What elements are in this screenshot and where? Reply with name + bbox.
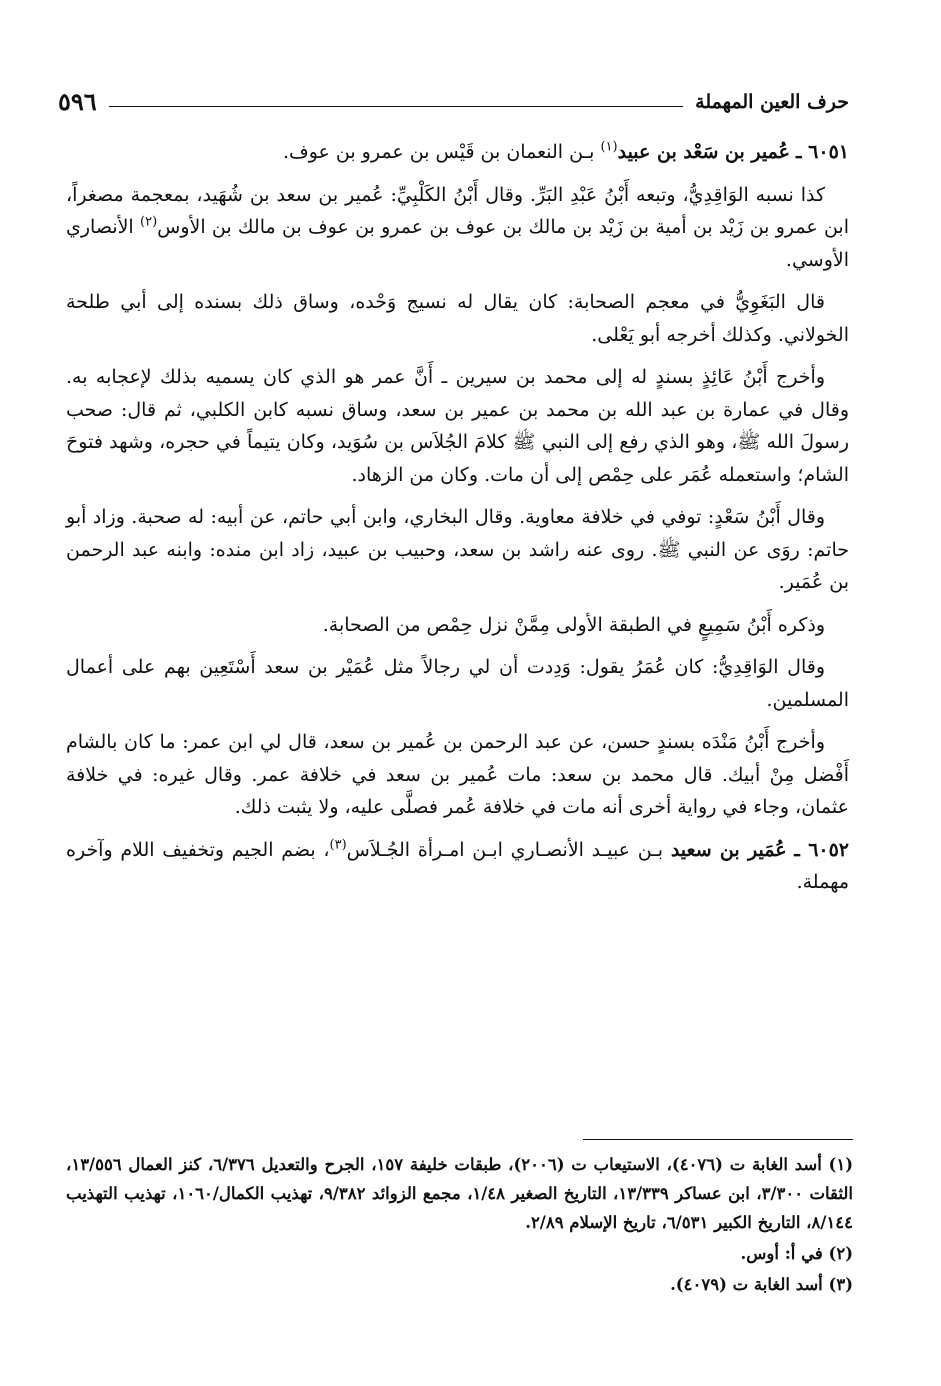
paragraph: وقال الوَاقِدِيُّ: كان عُمَرُ يقول: وَدِدت أن لي رجالاً مثل عُمَيْر بن سعد أَسْتَعِين بهم على أعمال المسلمين.	[66, 656, 849, 711]
entry-6051	[66, 136, 849, 169]
entry-number: ٦٠٥١ ـ	[795, 141, 849, 163]
paragraph-text: الأنصاري الأوسي.	[66, 216, 849, 271]
footnote: (١) أسد الغابة ت (٤٠٧٦)، الاستيعاب ت (٢٠٠٦)، طبقات خليفة ١٥٧، الجرح والتعديل ٦/٣٧٦، كنز العمال ١٣/٥٥٦، الثقات ٣/٣٠٠، ابن عساكر ١٣/٣٣٩، التاريخ الصغير ١/٤٨، مجمع الزوائد ٩/٣٨٢، تهذيب الكمال/١٠٦٠، تهذيب التهذيب ٨/١٤٤، التاريخ الكبير ٦/٥٣١، تاريخ الإسلام ٢/٨٩.	[66, 1155, 854, 1232]
entry-name: عُمير بن سَعْد بن عبيد	[617, 141, 790, 163]
entry-name: عُمَير بن سعيد	[670, 838, 787, 861]
footnote: (٢) في أ: أوس.	[740, 1244, 853, 1263]
paragraph: قال البَغَوِيُّ في معجم الصحابة: كان يقال له نسيج وَحْده، وساق ذلك بسنده إلى أبي طلحة الخولاني. وكذلك أخرجه أبو يَعْلى.	[66, 291, 849, 346]
paragraph: وذكره أَبْنُ سَمِيعٍ في الطبقة الأولى مِمَّنْ نزل حِمْص من الصحابة.	[322, 613, 825, 636]
footnote-ref: (٢)	[140, 214, 158, 230]
entry-text: بـن النعمان بن قَيْس بن عمرو بن عوف.	[282, 141, 595, 163]
paragraph: وأخرج أَبْنُ عَائِذٍ بسندٍ له إلى محمد بن سيرين ـ أَنَّ عمر هو الذي كان يسميه بذلك لإعجابه به. وقال في عمارة بن عبد الله بن محمد بن عمير بن سعد، وساق نسبه كابن الكلبي، ثم قال: صحب رسولَ الله ﷺ، وهو الذي رفع إلى النبي ﷺ كلامَ الجُلاَس بن سُوَيد، وكان يتيماً في حجره، وشهد فتوحَ الشام؛ واستعمله عُمَر على حِمْص إلى أن مات. وكان من الزهاد.	[66, 366, 849, 486]
header-rule	[109, 106, 683, 107]
entry-number: ٦٠٥٢ ـ	[794, 838, 850, 861]
footnotes	[66, 1150, 853, 1301]
footnote-separator	[583, 1139, 853, 1140]
paragraph: وأخرج أَبْنُ مَنْدَه بسندٍ حسن، عن عبد الرحمن بن عُمير بن سعد، قال لي ابن عمر: ما كان بالشام أَفْضل مِنْ أبيك. قال محمد بن سعد: مات عُمير بن سعد في خلافة عمر. وقال غيره: في خلافة عثمان، وجاء في رواية أخرى أنه مات في خلافة عُمر فصلَّى عليه، ولا يثبت ذلك.	[66, 731, 849, 818]
main-text	[66, 136, 849, 909]
entry-text: ، بضم الجيم وتخفيف اللام وآخره مهملة.	[66, 838, 849, 893]
page-header	[58, 85, 849, 115]
footnote-ref: (١)	[600, 139, 618, 155]
footnote: (٣) أسد الغابة ت (٤٠٧٩).	[670, 1275, 853, 1294]
paragraph: وقال أَبْنُ سَعْدٍ: توفي في خلافة معاوية. وقال البخاري، وابن أبي حاتم، عن أبيه: له صحبة. وزاد أبو حاتم: روَى عن النبي ﷺ. روى عنه راشد بن سعد، وحبيب بن عبيد، زاد ابن منده: وابنه عبد الرحمن بن عُمَير.	[66, 506, 849, 593]
page-number: ٥٩٦	[58, 87, 97, 116]
paragraph-text: كذا نسبه الوَاقِدِيُّ، وتبعه أَبْنُ عَبْدِ البَرِّ. وقال أَبْنُ الكَلْبِيِّ: عُمير بن سعد بن شُهَيد، بمعجمة مصغراً، ابن عمرو بن زَيْد بن أمية بن زَيْد بن مالك بن عوف بن عمرو بن عوف بن مالك بن الأوس	[66, 183, 849, 238]
running-title: حرف العين المهملة	[695, 91, 849, 113]
paragraph	[66, 179, 849, 277]
entry-6052	[66, 834, 849, 899]
footnote-ref: (٣)	[329, 837, 347, 853]
entry-text: بـن عبيـد الأنصـاري ابـن امـرأة الجُـلاَس	[346, 838, 664, 861]
